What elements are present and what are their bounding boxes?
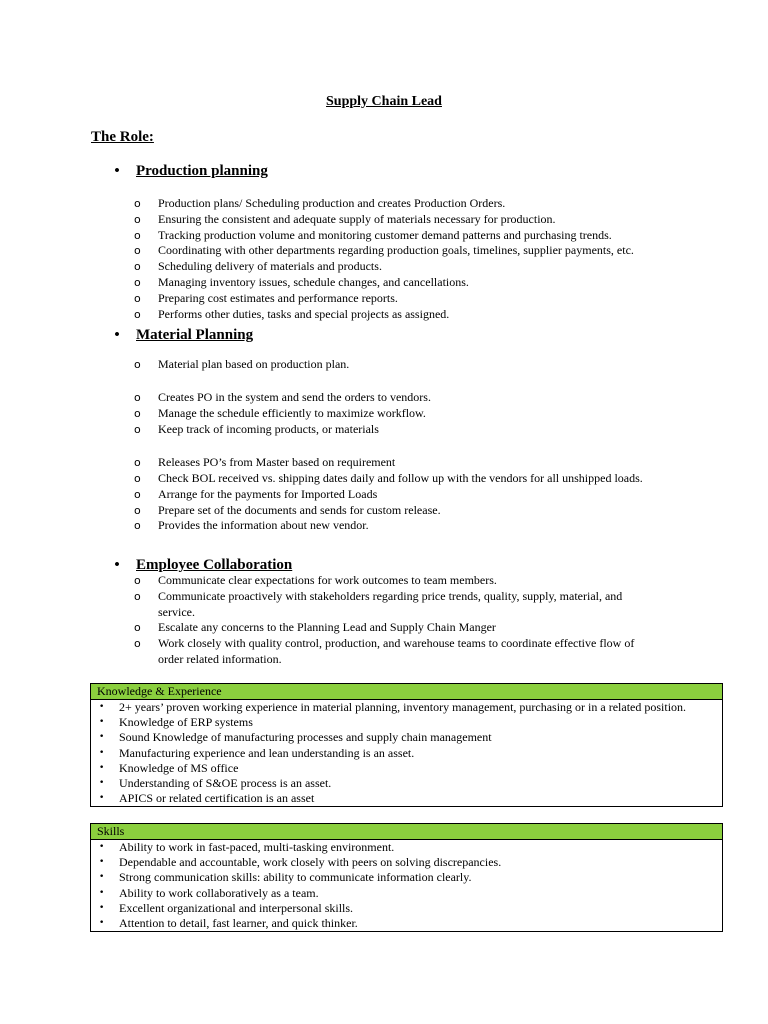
circle-bullet-icon: o	[134, 358, 141, 371]
production-planning-list	[134, 196, 694, 322]
bullet-icon: •	[99, 872, 105, 883]
circle-bullet-icon: o	[134, 487, 141, 501]
list-item: o Releases PO’s from Master based on requirement	[134, 455, 396, 470]
bullet-icon: •	[99, 793, 105, 804]
list-item: o Creates PO in the system and send the orders to vendors.	[134, 390, 431, 405]
list-item: o Manage the schedule efficiently to maximize workflow.	[134, 406, 426, 421]
circle-bullet-icon: o	[134, 244, 141, 258]
circle-bullet-icon: o	[134, 503, 141, 517]
bullet-icon: •	[99, 887, 105, 898]
circle-bullet-icon: o	[134, 275, 141, 289]
circle-bullet-icon: o	[134, 637, 141, 651]
bullet-icon: •	[99, 747, 105, 758]
material-planning-list	[134, 357, 694, 534]
bullet-icon: •	[99, 857, 105, 868]
table-row: • Excellent organizational and interpersonal skills.	[99, 900, 354, 915]
list-item: o Coordinating with other departments regarding production goals, timelines, supplier payments, etc.	[134, 243, 634, 258]
circle-bullet-icon: o	[134, 291, 141, 305]
table-row: • Dependable and accountable, work closely with peers on solving discrepancies.	[99, 855, 502, 870]
list-item: o Prepare set of the documents and sends for custom release.	[134, 502, 441, 517]
list-item: o Communicate proactively with stakeholders regarding price trends, quality, supply, material, and service.	[134, 588, 623, 619]
bullet-icon: •	[99, 902, 105, 913]
section-heading-text: Employee Collaboration	[136, 557, 293, 573]
section-heading-text: Material Planning	[136, 327, 254, 343]
employee-collaboration-list	[134, 573, 659, 668]
section-bullet-icon: •	[114, 557, 120, 573]
circle-bullet-icon: o	[134, 228, 141, 242]
circle-bullet-icon: o	[134, 307, 141, 321]
list-item: o Arrange for the payments for Imported Loads	[134, 486, 378, 501]
table-row: • Understanding of S&OE process is an asset.	[99, 776, 332, 791]
circle-bullet-icon: o	[134, 260, 141, 274]
document-title: Supply Chain Lead	[326, 94, 442, 109]
circle-bullet-icon: o	[134, 574, 141, 587]
knowledge-experience-header: Knowledge & Experience	[91, 684, 722, 700]
knowledge-experience-table	[90, 683, 723, 807]
list-item: o Production plans/ Scheduling production and creates Production Orders.	[134, 196, 506, 210]
list-item: o Ensuring the consistent and adequate supply of materials necessary for production.	[134, 211, 556, 226]
list-item: o Performs other duties, tasks and special projects as assigned.	[134, 306, 450, 321]
list-item: o Tracking production volume and monitoring customer demand patterns and purchasing trends.	[134, 227, 612, 242]
table-row: • APICS or related certification is an asset	[99, 791, 315, 806]
circle-bullet-icon: o	[134, 589, 141, 603]
list-spacer	[134, 438, 694, 456]
section-bullet-icon: •	[114, 163, 120, 179]
circle-bullet-icon: o	[134, 407, 141, 421]
role-heading: The Role:	[91, 129, 154, 145]
table-row: • Manufacturing experience and lean understanding is an asset.	[99, 745, 415, 760]
list-spacer	[134, 373, 694, 391]
list-item: o Provides the information about new vendor.	[134, 518, 369, 533]
circle-bullet-icon: o	[134, 456, 141, 470]
list-item: o Material plan based on production plan.	[134, 357, 350, 371]
list-item: o Check BOL received vs. shipping dates daily and follow up with the vendors for all unshipped loads.	[134, 470, 643, 485]
table-row: • Ability to work in fast-paced, multi-tasking environment.	[99, 840, 395, 854]
section-heading-text: Production planning	[136, 163, 268, 179]
circle-bullet-icon: o	[134, 621, 141, 635]
list-item: o Scheduling delivery of materials and products.	[134, 259, 382, 274]
list-item: o Escalate any concerns to the Planning Lead and Supply Chain Manger	[134, 620, 496, 635]
skills-table	[90, 823, 723, 932]
skills-header: Skills	[91, 824, 722, 840]
table-row: • Knowledge of ERP systems	[99, 715, 253, 730]
bullet-icon: •	[99, 717, 105, 728]
table-row: • Attention to detail, fast learner, and quick thinker.	[99, 916, 358, 931]
table-row: • Knowledge of MS office	[99, 760, 239, 775]
bullet-icon: •	[99, 702, 105, 712]
circle-bullet-icon: o	[134, 197, 141, 210]
table-row: • Strong communication skills: ability to communicate information clearly.	[99, 870, 472, 885]
table-row: • 2+ years’ proven working experience in material planning, inventory management, purchasing or in a related position.	[99, 700, 687, 714]
bullet-icon: •	[99, 732, 105, 743]
list-item: o Preparing cost estimates and performance reports.	[134, 290, 398, 305]
bullet-icon: •	[99, 778, 105, 789]
table-row: • Ability to work collaboratively as a team.	[99, 885, 319, 900]
circle-bullet-icon: o	[134, 471, 141, 485]
list-item: o Managing inventory issues, schedule changes, and cancellations.	[134, 274, 469, 289]
list-item: o Communicate clear expectations for work outcomes to team members.	[134, 573, 497, 587]
bullet-icon: •	[99, 918, 105, 929]
bullet-icon: •	[99, 842, 105, 852]
bullet-icon: •	[99, 762, 105, 773]
circle-bullet-icon: o	[134, 519, 141, 533]
circle-bullet-icon: o	[134, 422, 141, 436]
circle-bullet-icon: o	[134, 391, 141, 405]
circle-bullet-icon: o	[134, 212, 141, 226]
table-row: • Sound Knowledge of manufacturing processes and supply chain management	[99, 730, 492, 745]
section-bullet-icon: •	[114, 327, 120, 343]
list-item: o Keep track of incoming products, or materials	[134, 421, 379, 436]
list-item: o Work closely with quality control, production, and warehouse teams to coordinate effective flow of order related information.	[134, 636, 635, 666]
